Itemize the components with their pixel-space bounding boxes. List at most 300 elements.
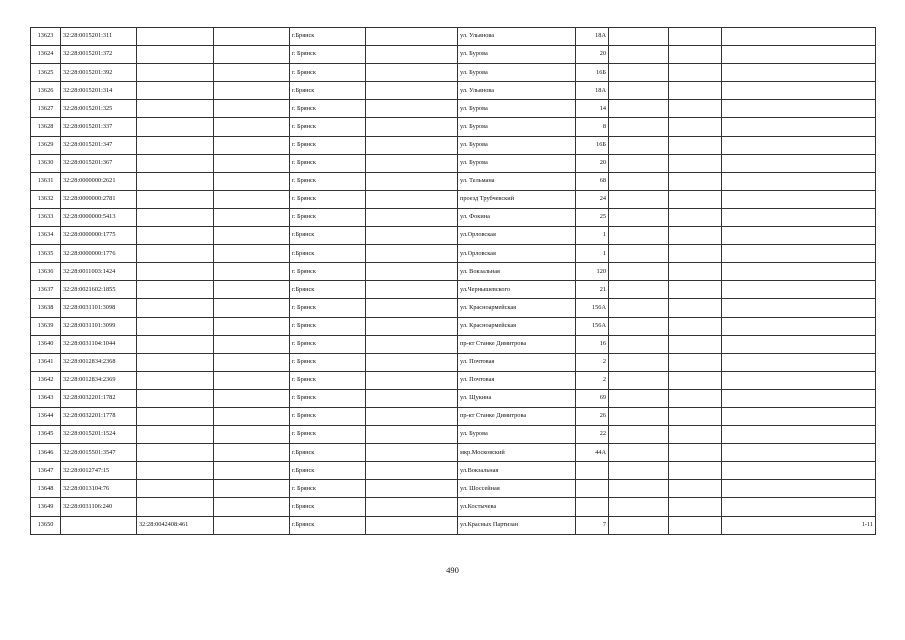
row-number-cell: 13648 — [31, 480, 61, 498]
empty-cell — [214, 371, 290, 389]
empty-cell — [669, 462, 722, 480]
street-cell: мкр.Московский — [458, 444, 576, 462]
empty-cell — [366, 498, 458, 516]
table-row — [31, 353, 876, 371]
table-row — [31, 227, 876, 245]
city-cell: г. Брянск — [290, 64, 366, 82]
row-number-cell: 13627 — [31, 100, 61, 118]
row-number-cell: 13625 — [31, 64, 61, 82]
cadastral-number-alt-cell — [137, 154, 214, 172]
apartment-cell — [722, 444, 876, 462]
apartment-cell — [722, 227, 876, 245]
empty-cell — [669, 516, 722, 534]
apartment-cell — [722, 118, 876, 136]
empty-cell — [214, 136, 290, 154]
empty-cell — [214, 46, 290, 64]
empty-cell — [669, 190, 722, 208]
cadastral-number-cell: 32:28:0015201:392 — [61, 64, 137, 82]
empty-cell — [609, 462, 669, 480]
empty-cell — [609, 100, 669, 118]
house-number-cell: 14 — [576, 100, 609, 118]
empty-cell — [366, 281, 458, 299]
city-cell: г. Брянск — [290, 208, 366, 226]
empty-cell — [669, 136, 722, 154]
empty-cell — [366, 462, 458, 480]
city-cell: г. Брянск — [290, 172, 366, 190]
empty-cell — [609, 154, 669, 172]
city-cell: г. Брянск — [290, 100, 366, 118]
street-cell: ул. Бурова — [458, 154, 576, 172]
empty-cell — [669, 389, 722, 407]
empty-cell — [609, 426, 669, 444]
row-number-cell: 13626 — [31, 82, 61, 100]
house-number-cell: 7 — [576, 516, 609, 534]
row-number-cell: 13646 — [31, 444, 61, 462]
empty-cell — [669, 317, 722, 335]
table-row — [31, 335, 876, 353]
table-row — [31, 100, 876, 118]
house-number-cell: 69 — [576, 389, 609, 407]
house-number-cell: 18А — [576, 82, 609, 100]
cadastral-number-alt-cell — [137, 208, 214, 226]
empty-cell — [669, 28, 722, 46]
city-cell: г. Брянск — [290, 190, 366, 208]
table-row — [31, 136, 876, 154]
city-cell: г. Брянск — [290, 263, 366, 281]
house-number-cell: 25 — [576, 208, 609, 226]
empty-cell — [669, 426, 722, 444]
empty-cell — [366, 154, 458, 172]
empty-cell — [609, 281, 669, 299]
cadastral-number-cell: 32:28:0015201:372 — [61, 46, 137, 64]
apartment-cell — [722, 407, 876, 425]
row-number-cell: 13636 — [31, 263, 61, 281]
row-number-cell: 13634 — [31, 227, 61, 245]
empty-cell — [366, 353, 458, 371]
city-cell: г. Брянск — [290, 154, 366, 172]
city-cell: г.Брянск — [290, 516, 366, 534]
house-number-cell: 44А — [576, 444, 609, 462]
empty-cell — [609, 64, 669, 82]
city-cell: г. Брянск — [290, 335, 366, 353]
table-row — [31, 498, 876, 516]
empty-cell — [366, 245, 458, 263]
city-cell: г. Брянск — [290, 136, 366, 154]
apartment-cell — [722, 154, 876, 172]
empty-cell — [669, 407, 722, 425]
house-number-cell: 68 — [576, 172, 609, 190]
house-number-cell: 20 — [576, 46, 609, 64]
apartment-cell — [722, 64, 876, 82]
cadastral-number-alt-cell — [137, 335, 214, 353]
empty-cell — [609, 245, 669, 263]
row-number-cell: 13632 — [31, 190, 61, 208]
empty-cell — [214, 28, 290, 46]
empty-cell — [214, 227, 290, 245]
empty-cell — [214, 444, 290, 462]
table-row — [31, 245, 876, 263]
empty-cell — [609, 317, 669, 335]
street-cell: ул. Фокина — [458, 208, 576, 226]
row-number-cell: 13643 — [31, 389, 61, 407]
empty-cell — [609, 353, 669, 371]
house-number-cell — [576, 462, 609, 480]
empty-cell — [669, 263, 722, 281]
cadastral-number-cell: 32:28:0000000:1775 — [61, 227, 137, 245]
empty-cell — [366, 426, 458, 444]
cadastral-number-alt-cell — [137, 64, 214, 82]
empty-cell — [214, 407, 290, 425]
street-cell: ул. Вокзальная — [458, 263, 576, 281]
cadastral-number-cell — [61, 516, 137, 534]
city-cell: г.Брянск — [290, 462, 366, 480]
street-cell: ул. Бурова — [458, 426, 576, 444]
empty-cell — [366, 64, 458, 82]
street-cell: ул.Красных Партизан — [458, 516, 576, 534]
empty-cell — [366, 407, 458, 425]
street-cell: ул.Орловская — [458, 227, 576, 245]
table-row — [31, 317, 876, 335]
cadastral-number-alt-cell — [137, 407, 214, 425]
cadastral-number-cell: 32:28:0012834:2368 — [61, 353, 137, 371]
table-row — [31, 462, 876, 480]
cadastral-number-alt-cell — [137, 190, 214, 208]
apartment-cell — [722, 172, 876, 190]
street-cell: ул. Бурова — [458, 46, 576, 64]
empty-cell — [609, 136, 669, 154]
house-number-cell — [576, 480, 609, 498]
table-row — [31, 263, 876, 281]
cadastral-number-alt-cell — [137, 426, 214, 444]
empty-cell — [366, 28, 458, 46]
apartment-cell — [722, 317, 876, 335]
house-number-cell: 1 — [576, 245, 609, 263]
cadastral-number-cell: 32:28:0015201:314 — [61, 82, 137, 100]
empty-cell — [214, 154, 290, 172]
empty-cell — [214, 245, 290, 263]
empty-cell — [366, 371, 458, 389]
street-cell: ул. Ульянова — [458, 82, 576, 100]
empty-cell — [366, 136, 458, 154]
empty-cell — [366, 480, 458, 498]
cadastral-number-cell: 32:28:0031101:3099 — [61, 317, 137, 335]
apartment-cell — [722, 462, 876, 480]
street-cell: пр-кт Станке Димитрова — [458, 407, 576, 425]
empty-cell — [669, 208, 722, 226]
street-cell: ул. Бурова — [458, 118, 576, 136]
table-row — [31, 407, 876, 425]
empty-cell — [669, 46, 722, 64]
row-number-cell: 13630 — [31, 154, 61, 172]
empty-cell — [366, 208, 458, 226]
empty-cell — [366, 172, 458, 190]
row-number-cell: 13650 — [31, 516, 61, 534]
house-number-cell: 2 — [576, 371, 609, 389]
table-row — [31, 64, 876, 82]
page-number: 490 — [446, 565, 459, 575]
city-cell: г.Брянск — [290, 28, 366, 46]
cadastral-number-cell: 32:28:0032201:1782 — [61, 389, 137, 407]
apartment-cell — [722, 480, 876, 498]
empty-cell — [214, 172, 290, 190]
cadastral-number-alt-cell — [137, 28, 214, 46]
apartment-cell — [722, 28, 876, 46]
city-cell: г. Брянск — [290, 371, 366, 389]
row-number-cell: 13641 — [31, 353, 61, 371]
house-number-cell: 16Б — [576, 136, 609, 154]
table-row — [31, 281, 876, 299]
empty-cell — [609, 516, 669, 534]
house-number-cell: 120 — [576, 263, 609, 281]
apartment-cell — [722, 281, 876, 299]
street-cell: ул. Красноармейская — [458, 299, 576, 317]
street-cell: ул. Тельмана — [458, 172, 576, 190]
empty-cell — [366, 444, 458, 462]
house-number-cell — [576, 498, 609, 516]
cadastral-number-cell: 32:28:0015201:367 — [61, 154, 137, 172]
empty-cell — [609, 28, 669, 46]
empty-cell — [214, 263, 290, 281]
city-cell: г. Брянск — [290, 407, 366, 425]
empty-cell — [214, 118, 290, 136]
table-row — [31, 480, 876, 498]
table-row — [31, 516, 876, 534]
table-row — [31, 208, 876, 226]
row-number-cell: 13623 — [31, 28, 61, 46]
city-cell: г. Брянск — [290, 118, 366, 136]
apartment-cell — [722, 335, 876, 353]
city-cell: г.Брянск — [290, 245, 366, 263]
street-cell: ул. Бурова — [458, 64, 576, 82]
table-row — [31, 371, 876, 389]
empty-cell — [366, 46, 458, 64]
city-cell: г. Брянск — [290, 299, 366, 317]
empty-cell — [669, 371, 722, 389]
empty-cell — [366, 118, 458, 136]
empty-cell — [214, 335, 290, 353]
empty-cell — [669, 82, 722, 100]
cadastral-number-alt-cell — [137, 299, 214, 317]
cadastral-number-alt-cell — [137, 263, 214, 281]
apartment-cell — [722, 263, 876, 281]
apartment-cell — [722, 371, 876, 389]
city-cell: г. Брянск — [290, 480, 366, 498]
house-number-cell: 2 — [576, 353, 609, 371]
city-cell: г. Брянск — [290, 426, 366, 444]
cadastral-number-cell: 32:28:0015201:325 — [61, 100, 137, 118]
cadastral-number-cell: 32:28:0000000:2781 — [61, 190, 137, 208]
empty-cell — [669, 480, 722, 498]
cadastral-number-cell: 32:28:0015201:337 — [61, 118, 137, 136]
empty-cell — [669, 498, 722, 516]
empty-cell — [214, 389, 290, 407]
row-number-cell: 13637 — [31, 281, 61, 299]
empty-cell — [609, 299, 669, 317]
cadastral-number-cell: 32:28:0015201:347 — [61, 136, 137, 154]
apartment-cell — [722, 136, 876, 154]
cadastral-number-alt-cell — [137, 100, 214, 118]
apartment-cell — [722, 299, 876, 317]
table-body — [31, 28, 876, 535]
cadastral-number-alt-cell — [137, 389, 214, 407]
cadastral-number-alt-cell: 32:28:0042408:461 — [137, 516, 214, 534]
cadastral-number-alt-cell — [137, 317, 214, 335]
street-cell: ул.Орловская — [458, 245, 576, 263]
street-cell: ул. Щукина — [458, 389, 576, 407]
cadastral-number-alt-cell — [137, 353, 214, 371]
empty-cell — [609, 82, 669, 100]
empty-cell — [609, 118, 669, 136]
house-number-cell: 20 — [576, 154, 609, 172]
row-number-cell: 13638 — [31, 299, 61, 317]
table-row — [31, 299, 876, 317]
empty-cell — [609, 389, 669, 407]
table-row — [31, 118, 876, 136]
row-number-cell: 13633 — [31, 208, 61, 226]
cadastral-number-alt-cell — [137, 172, 214, 190]
empty-cell — [214, 100, 290, 118]
empty-cell — [669, 353, 722, 371]
row-number-cell: 13640 — [31, 335, 61, 353]
empty-cell — [214, 498, 290, 516]
cadastral-number-alt-cell — [137, 245, 214, 263]
table-row — [31, 82, 876, 100]
cadastral-number-cell: 32:28:0015501:3547 — [61, 444, 137, 462]
table-row — [31, 444, 876, 462]
row-number-cell: 13639 — [31, 317, 61, 335]
row-number-cell: 13624 — [31, 46, 61, 64]
street-cell: ул.Чернышевского — [458, 281, 576, 299]
apartment-cell: 1-11 — [722, 516, 876, 534]
house-number-cell: 21 — [576, 281, 609, 299]
empty-cell — [214, 516, 290, 534]
house-number-cell: 1 — [576, 227, 609, 245]
city-cell: г. Брянск — [290, 389, 366, 407]
empty-cell — [609, 480, 669, 498]
empty-cell — [669, 64, 722, 82]
table-row — [31, 426, 876, 444]
row-number-cell: 13631 — [31, 172, 61, 190]
street-cell: ул. Красноармейская — [458, 317, 576, 335]
house-number-cell: 16 — [576, 335, 609, 353]
house-number-cell: 24 — [576, 190, 609, 208]
row-number-cell: 13647 — [31, 462, 61, 480]
apartment-cell — [722, 353, 876, 371]
empty-cell — [366, 299, 458, 317]
apartment-cell — [722, 82, 876, 100]
city-cell: г.Брянск — [290, 227, 366, 245]
table-row — [31, 389, 876, 407]
apartment-cell — [722, 389, 876, 407]
street-cell: ул. Бурова — [458, 100, 576, 118]
row-number-cell: 13642 — [31, 371, 61, 389]
house-number-cell: 8 — [576, 118, 609, 136]
cadastral-number-alt-cell — [137, 444, 214, 462]
empty-cell — [366, 100, 458, 118]
cadastral-number-cell: 32:28:0000000:5413 — [61, 208, 137, 226]
house-number-cell: 156А — [576, 317, 609, 335]
empty-cell — [669, 299, 722, 317]
cadastral-number-cell: 32:28:0013104:76 — [61, 480, 137, 498]
empty-cell — [609, 263, 669, 281]
cadastral-number-alt-cell — [137, 498, 214, 516]
cadastral-number-cell: 32:28:0015201:1524 — [61, 426, 137, 444]
empty-cell — [669, 444, 722, 462]
cadastral-number-cell: 32:28:0000000:2621 — [61, 172, 137, 190]
street-cell: ул. Почтовая — [458, 353, 576, 371]
cadastral-number-alt-cell — [137, 136, 214, 154]
cadastral-number-cell: 32:28:0012747:15 — [61, 462, 137, 480]
street-cell: проезд Трубчевский — [458, 190, 576, 208]
apartment-cell — [722, 498, 876, 516]
city-cell: г.Брянск — [290, 498, 366, 516]
empty-cell — [366, 516, 458, 534]
empty-cell — [609, 208, 669, 226]
empty-cell — [214, 82, 290, 100]
table-row — [31, 172, 876, 190]
table-row — [31, 28, 876, 46]
empty-cell — [214, 190, 290, 208]
street-cell: ул. Шоссейная — [458, 480, 576, 498]
apartment-cell — [722, 208, 876, 226]
empty-cell — [214, 462, 290, 480]
cadastral-number-alt-cell — [137, 281, 214, 299]
empty-cell — [214, 480, 290, 498]
house-number-cell: 156А — [576, 299, 609, 317]
empty-cell — [214, 281, 290, 299]
city-cell: г. Брянск — [290, 46, 366, 64]
empty-cell — [669, 227, 722, 245]
cadastral-number-cell: 32:28:0031101:3098 — [61, 299, 137, 317]
empty-cell — [214, 426, 290, 444]
empty-cell — [366, 190, 458, 208]
cadastral-number-cell: 32:28:0021602:1855 — [61, 281, 137, 299]
empty-cell — [669, 118, 722, 136]
empty-cell — [214, 299, 290, 317]
empty-cell — [669, 281, 722, 299]
empty-cell — [669, 245, 722, 263]
cadastral-number-cell: 32:28:0000000:1776 — [61, 245, 137, 263]
apartment-cell — [722, 190, 876, 208]
registry-table — [30, 27, 876, 535]
empty-cell — [214, 317, 290, 335]
empty-cell — [669, 335, 722, 353]
street-cell: ул.Костычева — [458, 498, 576, 516]
city-cell: г. Брянск — [290, 353, 366, 371]
street-cell: пр-кт Станке Димитрова — [458, 335, 576, 353]
house-number-cell: 26 — [576, 407, 609, 425]
cadastral-number-cell: 32:28:0011003:1424 — [61, 263, 137, 281]
cadastral-number-cell: 32:28:0031104:1044 — [61, 335, 137, 353]
empty-cell — [609, 407, 669, 425]
empty-cell — [609, 190, 669, 208]
cadastral-number-alt-cell — [137, 462, 214, 480]
empty-cell — [609, 227, 669, 245]
city-cell: г.Брянск — [290, 82, 366, 100]
row-number-cell: 13649 — [31, 498, 61, 516]
empty-cell — [609, 444, 669, 462]
empty-cell — [609, 498, 669, 516]
table-row — [31, 190, 876, 208]
row-number-cell: 13644 — [31, 407, 61, 425]
empty-cell — [366, 335, 458, 353]
row-number-cell: 13629 — [31, 136, 61, 154]
city-cell: г. Брянск — [290, 317, 366, 335]
empty-cell — [366, 263, 458, 281]
empty-cell — [609, 371, 669, 389]
apartment-cell — [722, 100, 876, 118]
table-row — [31, 46, 876, 64]
